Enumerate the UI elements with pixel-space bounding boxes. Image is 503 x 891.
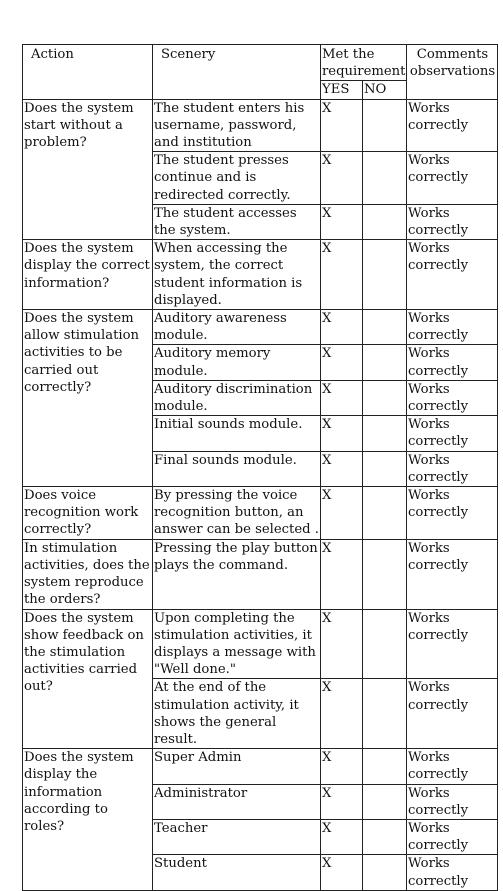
- header-met-requirement: Met the requirement: [321, 45, 407, 81]
- yes-cell: X: [321, 380, 363, 415]
- no-cell: [363, 99, 407, 152]
- table-row: [23, 310, 498, 345]
- no-cell: [363, 784, 407, 819]
- scenery-cell: Auditory discrimination module.: [153, 380, 321, 415]
- header-action: Action: [23, 45, 153, 100]
- comment-cell: Works correctly: [407, 784, 498, 819]
- no-cell: [363, 451, 407, 486]
- comment-cell: Works correctly: [407, 204, 498, 239]
- table-row: [23, 99, 498, 152]
- comment-cell: Works correctly: [407, 855, 498, 890]
- yes-cell: X: [321, 240, 363, 310]
- scenery-cell: The student presses continue and is redirected correctly.: [153, 152, 321, 205]
- table-row: [23, 240, 498, 310]
- yes-cell: X: [321, 749, 363, 784]
- action-cell: In stimulation activities, does the system reproduce the orders?: [23, 539, 153, 609]
- no-cell: [363, 539, 407, 609]
- scenery-cell: Super Admin: [153, 749, 321, 784]
- no-cell: [363, 609, 407, 679]
- no-cell: [363, 749, 407, 784]
- scenery-cell: Pressing the play button plays the command.: [153, 539, 321, 609]
- yes-cell: X: [321, 784, 363, 819]
- yes-cell: X: [321, 451, 363, 486]
- yes-cell: X: [321, 310, 363, 345]
- table-row: [23, 749, 498, 784]
- yes-cell: X: [321, 416, 363, 451]
- no-cell: [363, 487, 407, 540]
- no-cell: [363, 679, 407, 749]
- scenery-cell: Auditory memory module.: [153, 345, 321, 380]
- comment-cell: Works correctly: [407, 99, 498, 152]
- scenery-cell: When accessing the system, the correct student information is displayed.: [153, 240, 321, 310]
- no-cell: [363, 416, 407, 451]
- scenery-cell: The student accesses the system.: [153, 204, 321, 239]
- comment-cell: Works correctly: [407, 487, 498, 540]
- no-cell: [363, 240, 407, 310]
- yes-cell: X: [321, 345, 363, 380]
- action-cell: Does the system display the information according to roles?: [23, 749, 153, 891]
- comment-cell: Works correctly: [407, 819, 498, 854]
- comment-cell: Works correctly: [407, 152, 498, 205]
- table-row: [23, 487, 498, 540]
- comment-cell: Works correctly: [407, 451, 498, 486]
- document-page: [22, 44, 498, 891]
- yes-cell: X: [321, 855, 363, 890]
- scenery-cell: Teacher: [153, 819, 321, 854]
- comment-cell: Works correctly: [407, 310, 498, 345]
- action-cell: Does the system show feedback on the stimulation activities carried out?: [23, 609, 153, 749]
- scenery-cell: The student enters his username, password, and institution: [153, 99, 321, 152]
- scenery-cell: Auditory awareness module.: [153, 310, 321, 345]
- scenery-cell: Final sounds module.: [153, 451, 321, 486]
- scenery-cell: By pressing the voice recognition button, an answer can be selected .: [154, 488, 319, 538]
- no-cell: [363, 345, 407, 380]
- no-cell: [363, 819, 407, 854]
- yes-cell: X: [321, 99, 363, 152]
- action-cell: Does the system start without a problem?: [23, 99, 153, 240]
- header-no: NO: [363, 81, 407, 99]
- no-cell: [363, 152, 407, 205]
- yes-cell: X: [321, 679, 363, 749]
- comment-cell: Works correctly: [407, 749, 498, 784]
- requirements-table: [22, 44, 498, 891]
- comment-cell: Works correctly: [407, 539, 498, 609]
- header-yes: YES: [321, 81, 363, 99]
- scenery-cell: Upon completing the stimulation activities, it displays a message with "Well done.": [153, 609, 321, 679]
- no-cell: [363, 310, 407, 345]
- scenery-cell: Administrator: [153, 784, 321, 819]
- scenery-cell: Student: [153, 855, 321, 890]
- scenery-cell: Initial sounds module.: [153, 416, 321, 451]
- scenery-cell: At the end of the stimulation activity, it shows the general result.: [153, 679, 321, 749]
- no-cell: [363, 380, 407, 415]
- comment-cell: Works correctly: [407, 240, 498, 310]
- action-cell: Does the system display the correct information?: [23, 240, 153, 310]
- yes-cell: X: [321, 487, 363, 540]
- no-cell: [363, 204, 407, 239]
- yes-cell: X: [321, 819, 363, 854]
- header-comments: Comments observations: [407, 45, 498, 100]
- yes-cell: X: [321, 204, 363, 239]
- comment-cell: Works correctly: [407, 345, 498, 380]
- action-cell: Does the system allow stimulation activities to be carried out correctly?: [23, 310, 153, 487]
- action-cell: Does voice recognition work correctly?: [23, 487, 153, 540]
- table-row: [23, 609, 498, 679]
- comment-cell: Works correctly: [407, 380, 498, 415]
- table-row: [23, 539, 498, 609]
- comment-cell: Works correctly: [407, 609, 498, 679]
- comment-cell: Works correctly: [407, 679, 498, 749]
- yes-cell: X: [321, 539, 363, 609]
- yes-cell: X: [321, 609, 363, 679]
- header-row: [23, 45, 498, 81]
- comment-cell: Works correctly: [407, 416, 498, 451]
- yes-cell: X: [321, 152, 363, 205]
- header-scenery: Scenery: [153, 45, 321, 100]
